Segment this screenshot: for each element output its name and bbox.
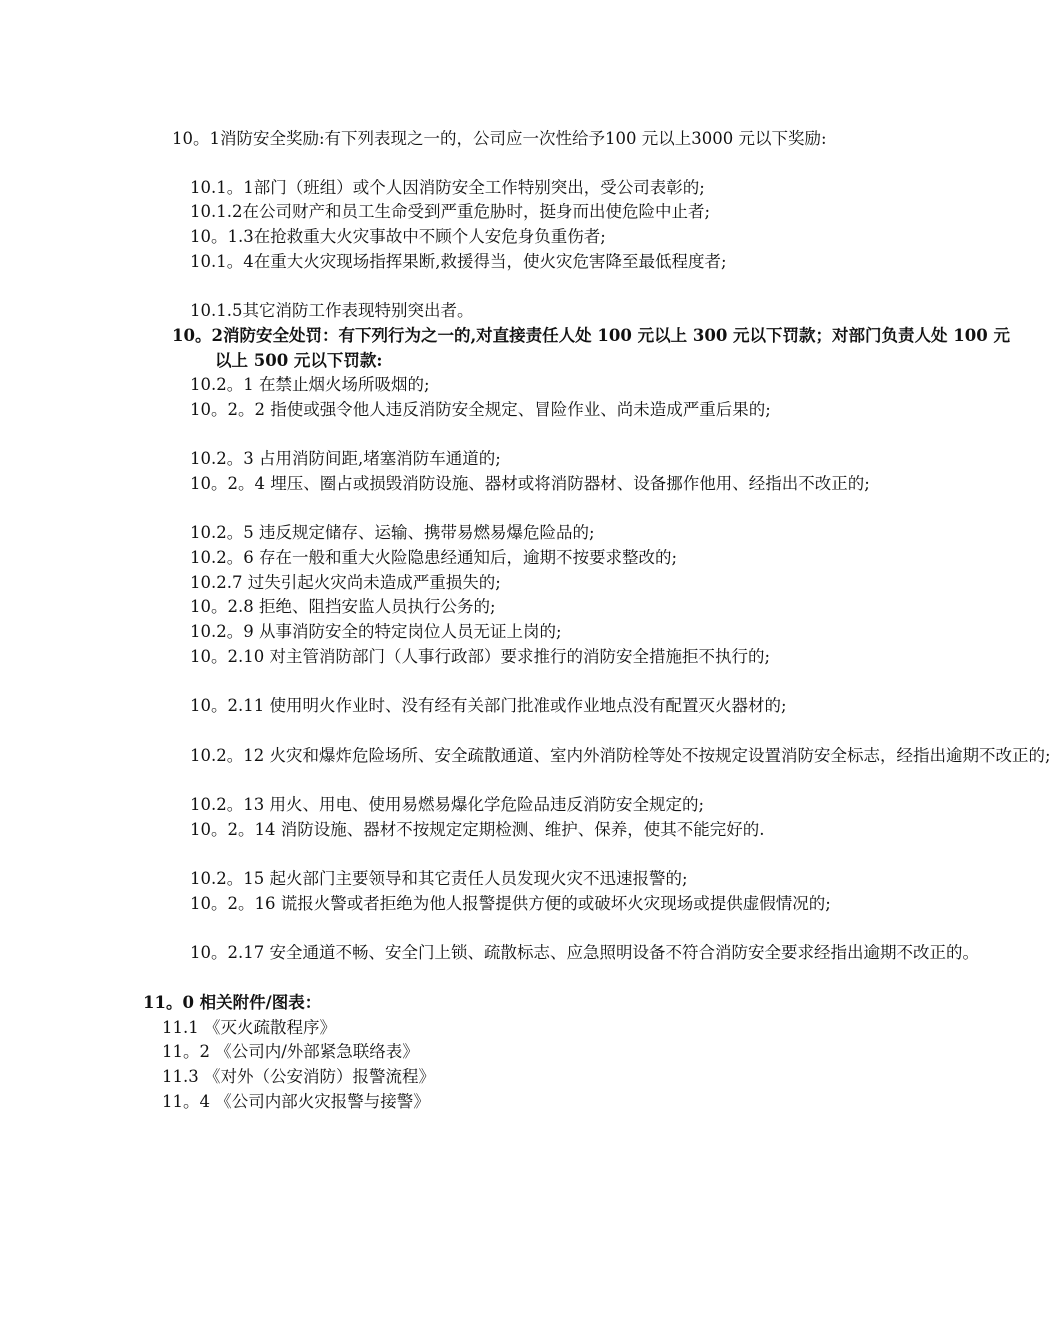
clause-10-2-5: 10.2。5 违反规定储存、运输、携带易燃易爆危险品的; (190, 523, 595, 542)
clause-10-1-4: 10.1。4在重大火灾现场指挥果断,救援得当，使火灾危害降至最低程度者; (190, 252, 727, 271)
clause-10-1-2: 10.1.2在公司财产和员工生命受到严重危胁时，挺身而出使危险中止者; (190, 202, 711, 221)
attachment-11-2: 11。2 《公司内/外部紧急联络表》 (162, 1042, 419, 1061)
clause-10-2-10: 10。2.10 对主管消防部门（人事行政部）要求推行的消防安全措施拒不执行的; (190, 647, 771, 666)
clause-10-2-1: 10.2。1 在禁止烟火场所吸烟的; (190, 375, 430, 394)
clause-10-2-4: 10。2。4 埋压、圈占或损毁消防设施、器材或将消防器材、设备挪作他用、经指出不改正的; (190, 474, 870, 493)
section-10-1-heading: 10。1消防安全奖励:有下列表现之一的，公司应一次性给予100 元以上3000 元以下奖励: (172, 129, 827, 148)
clause-10-1-1: 10.1。1部门（班组）或个人因消防安全工作特别突出，受公司表彰的; (190, 178, 705, 197)
section-10-2-heading: 10。2消防安全处罚：有下列行为之一的,对直接责任人处 100 元以上 300 元以下罚款；对部门负责人处 100 元以上 500 元以下罚款: (172, 326, 1010, 370)
clause-10-2-2: 10。2。2 指使或强令他人违反消防安全规定、冒险作业、尚未造成严重后果的; (190, 400, 771, 419)
attachment-11-4: 11。4 《公司内部火灾报警与接警》 (162, 1092, 430, 1111)
clause-10-2-6: 10.2。6 存在一般和重大火险隐患经通知后，逾期不按要求整改的; (190, 548, 678, 567)
clause-10-2-16: 10。2。16 谎报火警或者拒绝为他人报警提供方便的或破坏火灾现场或提供虚假情况的; (190, 894, 831, 913)
clause-10-2-11: 10。2.11 使用明火作业时、没有经有关部门批准或作业地点没有配置灭火器材的; (190, 696, 787, 715)
clause-10-1-3: 10。1.3在抢救重大火灾事故中不顾个人安危身负重伤者; (190, 227, 606, 246)
clause-10-2-9: 10.2。9 从事消防安全的特定岗位人员无证上岗的; (190, 622, 562, 641)
clause-10-1-5: 10.1.5其它消防工作表现特别突出者。 (190, 301, 474, 320)
clause-10-2-3: 10.2。3 占用消防间距,堵塞消防车通道的; (190, 449, 501, 468)
attachment-11-3: 11.3 《对外（公安消防）报警流程》 (162, 1067, 435, 1086)
clause-10-2-7: 10.2.7 过失引起火灾尚未造成严重损失的; (190, 573, 501, 592)
clause-10-2-8: 10。2.8 拒绝、阻挡安监人员执行公务的; (190, 597, 496, 616)
clause-10-2-15: 10.2。15 起火部门主要领导和其它责任人员发现火灾不迅速报警的; (190, 869, 688, 888)
clause-10-2-14: 10。2。14 消防设施、器材不按规定定期检测、维护、保养，使其不能完好的. (190, 820, 765, 839)
clause-10-2-12: 10.2。12 火灾和爆炸危险场所、安全疏散通道、室内外消防栓等处不按规定设置消防安全标志，经指出逾期不改正的; (190, 746, 1051, 765)
clause-10-2-13: 10.2。13 用火、用电、使用易燃易爆化学危险品违反消防安全规定的; (190, 795, 705, 814)
section-11-0-heading: 11。0 相关附件/图表： (143, 993, 322, 1012)
clause-10-2-17: 10。2.17 安全通道不畅、安全门上锁、疏散标志、应急照明设备不符合消防安全要求经指出逾期不改正的。 (190, 943, 979, 962)
attachment-11-1: 11.1 《灭火疏散程序》 (162, 1018, 336, 1037)
